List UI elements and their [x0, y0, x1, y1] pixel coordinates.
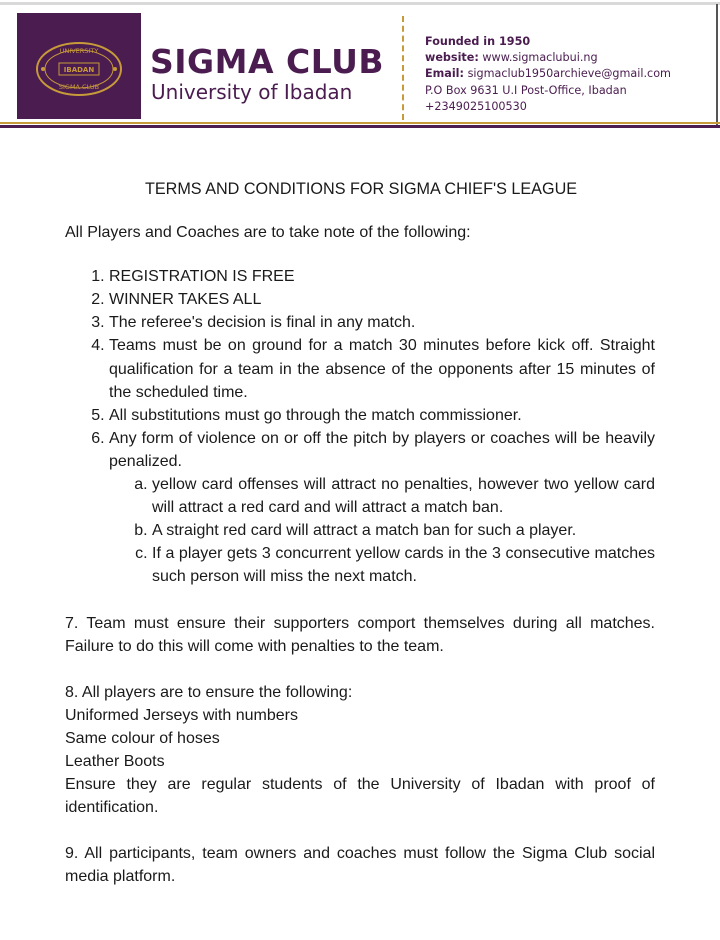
- phone-line: +2349025100530: [425, 99, 527, 113]
- founded-line: Founded in 1950: [425, 35, 531, 48]
- club-subtitle: University of Ibadan: [151, 80, 353, 104]
- letterhead: [0, 0, 720, 130]
- email-line: Email: sigmaclub1950archieve@gmail.com: [425, 67, 671, 81]
- spacer: [65, 819, 655, 842]
- rule-9: 9. All participants, team owners and coaches must follow the Sigma Club social media platform.: [65, 845, 655, 886]
- sub-rule-item: c. If a player gets 3 concurrent yellow cards in the 3 consecutive matches such person will miss the next match.: [152, 542, 655, 588]
- letterhead-divider: [402, 16, 404, 120]
- rule-8-item: Ensure they are regular students of the University of Ibadan with proof of identification.: [65, 776, 655, 817]
- club-name: SIGMA CLUB: [150, 42, 385, 81]
- address-line: P.O Box 9631 U.I Post-Office, Ibadan: [425, 83, 627, 97]
- letterhead-top-rule: [0, 2, 720, 5]
- rule-item: 2. WINNER TAKES ALL: [109, 288, 655, 311]
- rule-8-heading: 8. All players are to ensure the following:: [65, 683, 353, 701]
- rule-item: 5. All substitutions must go through the match commissioner.: [109, 404, 655, 427]
- sub-rules-list: [109, 473, 655, 588]
- sub-rule-item: b. A straight red card will attract a match ban for such a player.: [152, 519, 655, 542]
- rule-item: 4. Teams must be on ground for a match 30 minutes before kick off. Straight qualification for a team in the absence of the opponents after 15 minutes of the scheduled time.: [109, 334, 655, 403]
- website-link[interactable]: www.sigmaclubui.ng: [482, 51, 598, 65]
- rule-item: 3. The referee's decision is final in any match.: [109, 311, 655, 334]
- rule-item: 1. REGISTRATION IS FREE: [109, 265, 655, 288]
- club-seal-icon: [17, 13, 141, 119]
- svg-text:UNIVERSITY: UNIVERSITY: [59, 47, 99, 55]
- document-title: TERMS AND CONDITIONS FOR SIGMA CHIEF'S LEAGUE: [144, 180, 578, 198]
- rule-8-item: Leather Boots: [65, 752, 165, 770]
- rule-8-item: Same colour of hoses: [65, 729, 220, 747]
- document-body: [65, 178, 655, 888]
- spacer: [65, 589, 655, 612]
- svg-text:SIGMA CLUB: SIGMA CLUB: [58, 83, 100, 91]
- club-logo: [17, 13, 141, 119]
- spacer: [65, 658, 655, 681]
- letterhead-right-rule: [716, 4, 718, 126]
- contact-block: [425, 34, 671, 115]
- letterhead-gold-rule: [0, 122, 720, 124]
- rule-7: 7. Team must ensure their supporters comport themselves during all matches. Failure to do this will come with penalties to the team.: [65, 614, 655, 655]
- email-link[interactable]: sigmaclub1950archieve@gmail.com: [467, 67, 671, 81]
- intro-text: All Players and Coaches are to take note of the following:: [65, 224, 471, 242]
- letterhead-purple-rule: [0, 125, 720, 128]
- rules-list: [65, 265, 655, 588]
- svg-text:IBADAN: IBADAN: [63, 66, 95, 74]
- sub-rule-item: a. yellow card offenses will attract no penalties, however two yellow card will attract a red card and will attract a match ban.: [152, 473, 655, 519]
- rule-8-item: Uniformed Jerseys with numbers: [65, 706, 298, 724]
- website-line: website: www.sigmaclubui.ng: [425, 51, 598, 65]
- rule-item: 6. Any form of violence on or off the pitch by players or coaches will be heavily penalized. a. yellow card offenses will attract no penalties, however two yellow card will attract a red card and will attract a match ban. b. A straight red card will attract a match ban for such a player. c. If a player gets 3 concurrent yellow cards in the 3 consecutive matches such person will miss the next match.: [109, 427, 655, 589]
